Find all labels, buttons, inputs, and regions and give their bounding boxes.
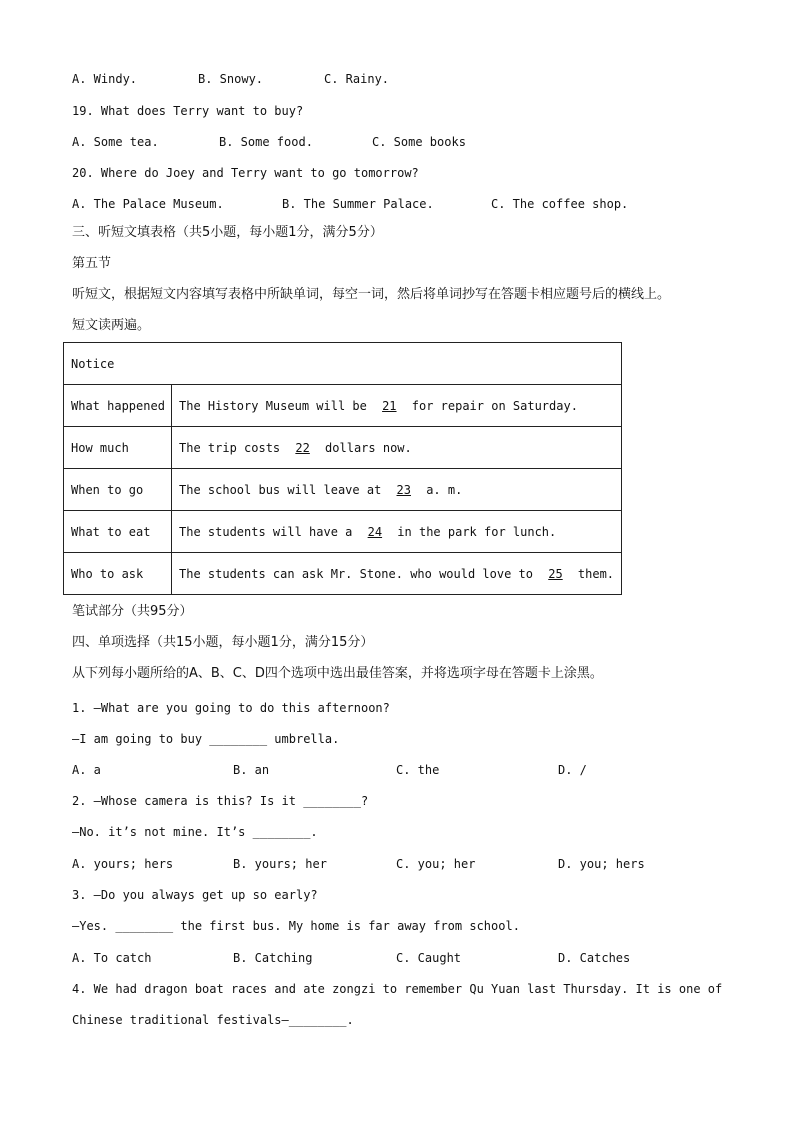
- section-3-read-twice: 短文读两遍。: [72, 318, 151, 333]
- option-a: A. yours; hers: [72, 857, 174, 871]
- option-b: B. Some food.: [219, 135, 313, 149]
- question-1-line1: 1. —What are you going to do this afternoon?: [72, 701, 390, 715]
- question-3-line1: 3. —Do you always get up so early?: [72, 888, 318, 902]
- table-row: [64, 553, 622, 595]
- table-row: [64, 511, 622, 553]
- table-row: [64, 427, 622, 469]
- option-c: C. Some books: [372, 135, 466, 149]
- table-row: [64, 469, 622, 511]
- table-title: Notice: [64, 343, 622, 385]
- notice-table: [63, 342, 622, 595]
- section-3-part: 第五节: [72, 256, 112, 271]
- option-c: C. Caught: [396, 951, 462, 965]
- section-4-heading: 四、单项选择（共15小题，每小题1分，满分15分）: [72, 635, 374, 650]
- option-c: C. you; her: [396, 857, 476, 871]
- answer-blank: 21: [382, 398, 397, 413]
- table-row: [64, 385, 622, 427]
- option-a: A. Windy.: [72, 72, 138, 86]
- option-a: A. The Palace Museum.: [72, 197, 224, 211]
- answer-blank: 23: [396, 482, 411, 497]
- q18-options: [72, 71, 772, 87]
- row-content: The school bus will leave at 23 a. m.: [172, 469, 622, 511]
- question-4-line2: Chinese traditional festivals—________.: [72, 1013, 354, 1027]
- row-label: What to eat: [64, 511, 172, 553]
- answer-blank: 24: [367, 524, 383, 539]
- row-content: The students will have a 24 in the park for lunch.: [172, 511, 622, 553]
- row-label: When to go: [64, 469, 172, 511]
- row-label: How much: [64, 427, 172, 469]
- written-part-heading: 笔试部分（共95分）: [72, 604, 193, 619]
- question-1-line2: —I am going to buy ________ umbrella.: [72, 732, 340, 746]
- question-2-line1: 2. —Whose camera is this? Is it ________?: [72, 794, 369, 808]
- section-4-instruction: 从下列每小题所给的A、B、C、D四个选项中选出最佳答案，并将选项字母在答题卡上涂黑。: [72, 666, 603, 681]
- section-3-instruction: 听短文，根据短文内容填写表格中所缺单词，每空一词，然后将单词抄写在答题卡相应题号后的横线上。: [72, 287, 671, 302]
- question-3-line2: —Yes. ________ the first bus. My home is far away from school.: [72, 919, 520, 933]
- q3-options: [72, 950, 772, 966]
- option-d: D. Catches: [558, 951, 631, 965]
- table-title-row: [64, 343, 622, 385]
- option-a: A. To catch: [72, 951, 152, 965]
- row-content: The trip costs 22 dollars now.: [172, 427, 622, 469]
- option-a: A. Some tea.: [72, 135, 159, 149]
- row-label: What happened: [64, 385, 172, 427]
- option-b: B. Snowy.: [198, 72, 264, 86]
- option-b: B. yours; her: [233, 857, 327, 871]
- q19-options: [72, 134, 772, 150]
- answer-blank: 22: [295, 440, 310, 455]
- option-c: C. the: [396, 763, 440, 777]
- option-b: B. Catching: [233, 951, 313, 965]
- option-b: B. an: [233, 763, 270, 777]
- q1-options: [72, 762, 772, 778]
- row-content: The History Museum will be 21 for repair on Saturday.: [172, 385, 622, 427]
- option-b: B. The Summer Palace.: [282, 197, 434, 211]
- q2-options: [72, 856, 772, 872]
- option-a: A. a: [72, 763, 101, 777]
- option-c: C. The coffee shop.: [491, 197, 629, 211]
- option-c: C. Rainy.: [324, 72, 390, 86]
- row-content: The students can ask Mr. Stone. who would love to 25 them.: [172, 553, 622, 595]
- answer-blank: 25: [548, 566, 563, 581]
- option-d: D. you; hers: [558, 857, 645, 871]
- question-2-line2: —No. it’s not mine. It’s ________.: [72, 825, 318, 839]
- question-19: 19. What does Terry want to buy?: [72, 104, 304, 118]
- question-4-line1: 4. We had dragon boat races and ate zongzi to remember Qu Yuan last Thursday. It is one of: [72, 982, 723, 996]
- row-label: Who to ask: [64, 553, 172, 595]
- q20-options: [72, 196, 772, 212]
- question-20: 20. Where do Joey and Terry want to go tomorrow?: [72, 166, 419, 180]
- section-3-heading: 三、听短文填表格（共5小题，每小题1分，满分5分）: [72, 225, 383, 240]
- option-d: D. /: [558, 763, 587, 777]
